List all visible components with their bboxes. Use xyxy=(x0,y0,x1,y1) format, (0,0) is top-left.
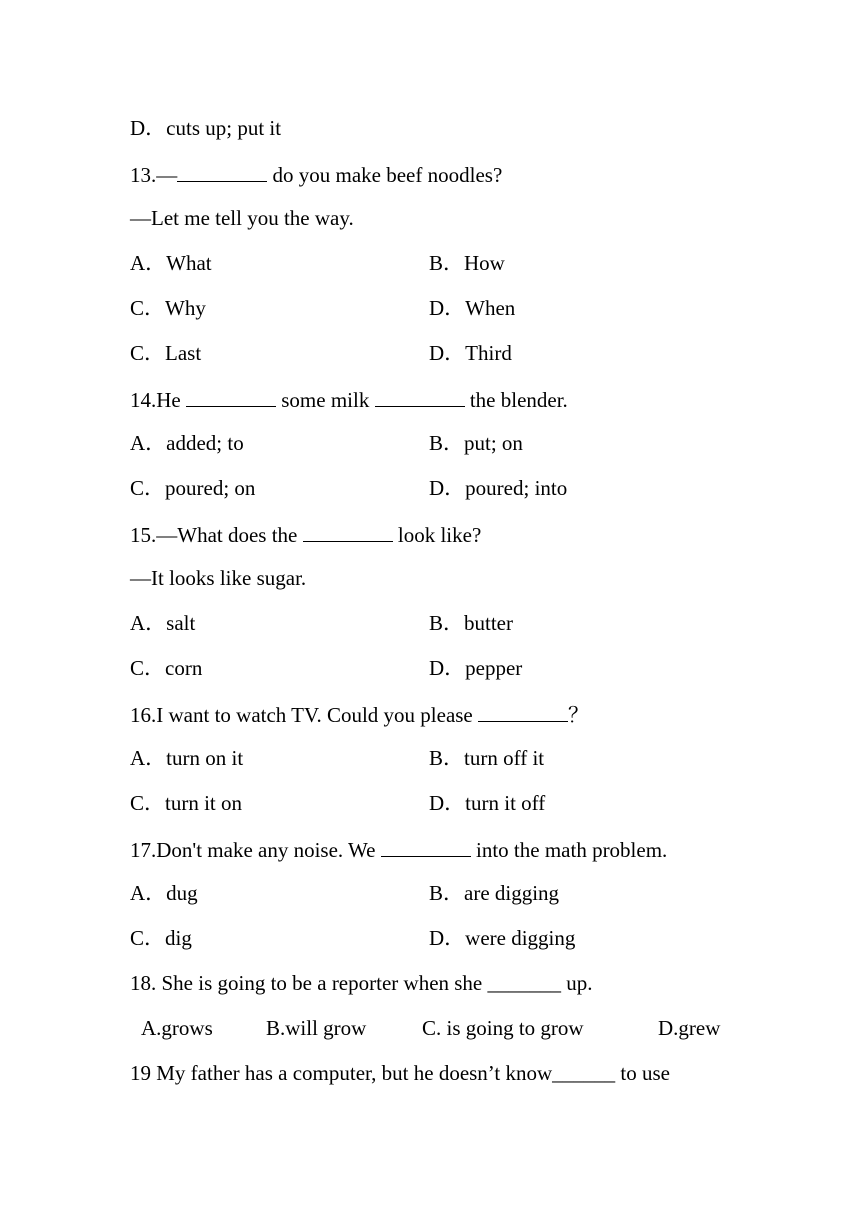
q13-option-d2: D．Third xyxy=(429,341,512,365)
q14-stem xyxy=(130,388,568,411)
q18-option-a: A.grows xyxy=(141,1016,213,1040)
q13-blank xyxy=(177,163,267,182)
q19-stem: 19 My father has a computer, but he doesn’t know______ to use xyxy=(130,1061,671,1085)
q13-suffix: do you make beef noodles? xyxy=(267,163,503,187)
q16-option-c: C．turn it on xyxy=(130,791,243,815)
q14-option-d: D．poured; into xyxy=(429,476,568,500)
q18-option-b: B.will grow xyxy=(266,1016,367,1040)
q15-suffix: look like? xyxy=(392,523,482,547)
q18-stem: 18. She is going to be a reporter when she _______ up. xyxy=(130,971,593,995)
q15-option-a: A．salt xyxy=(130,611,196,635)
q16-suffix: ？ xyxy=(568,703,590,727)
q17-stem xyxy=(130,838,667,861)
q13-option-d: D．When xyxy=(429,296,516,320)
q13-prefix: 13.— xyxy=(130,163,178,187)
q15-blank xyxy=(303,523,393,542)
q18-option-c: C. is going to grow xyxy=(422,1016,584,1040)
q16-stem xyxy=(130,703,589,726)
q17-suffix: into the math problem. xyxy=(470,838,668,862)
q15-stem xyxy=(130,523,481,546)
q17-option-a: A．dug xyxy=(130,881,198,905)
q15-option-c: C．corn xyxy=(130,656,203,680)
q16-option-d: D．turn it off xyxy=(429,791,546,815)
q15-option-d: D．pepper xyxy=(429,656,523,680)
q14-prefix: 14.He xyxy=(130,388,186,412)
q12-option-d: D．cuts up; put it xyxy=(130,116,282,140)
q17-option-c: C．dig xyxy=(130,926,192,950)
q14-blank-1 xyxy=(186,388,276,407)
q15-prefix: 15.—What does the xyxy=(130,523,303,547)
q15-reply: —It looks like sugar. xyxy=(130,566,307,590)
q13-option-b: B．How xyxy=(429,251,505,275)
q14-suffix: the blender. xyxy=(464,388,568,412)
q17-option-d: D．were digging xyxy=(429,926,576,950)
q15-option-b: B．butter xyxy=(429,611,513,635)
q13-option-a: A．What xyxy=(130,251,212,275)
q18-option-d: D.grew xyxy=(658,1016,721,1040)
q13-option-c: C．Why xyxy=(130,296,206,320)
q14-middle: some milk xyxy=(276,388,375,412)
q16-blank xyxy=(478,703,568,722)
q14-blank-2 xyxy=(375,388,465,407)
q13-option-c2: C．Last xyxy=(130,341,202,365)
q14-option-a: A．added; to xyxy=(130,431,244,455)
q17-prefix: 17.Don't make any noise. We xyxy=(130,838,381,862)
q17-option-b: B．are digging xyxy=(429,881,560,905)
q16-prefix: 16.I want to watch TV. Could you please xyxy=(130,703,479,727)
q16-option-a: A．turn on it xyxy=(130,746,244,770)
q14-option-c: C．poured; on xyxy=(130,476,256,500)
q14-option-b: B．put; on xyxy=(429,431,523,455)
q13-stem xyxy=(130,163,502,186)
q16-option-b: B．turn off it xyxy=(429,746,545,770)
q13-reply: —Let me tell you the way. xyxy=(130,206,354,230)
q17-blank xyxy=(381,838,471,857)
